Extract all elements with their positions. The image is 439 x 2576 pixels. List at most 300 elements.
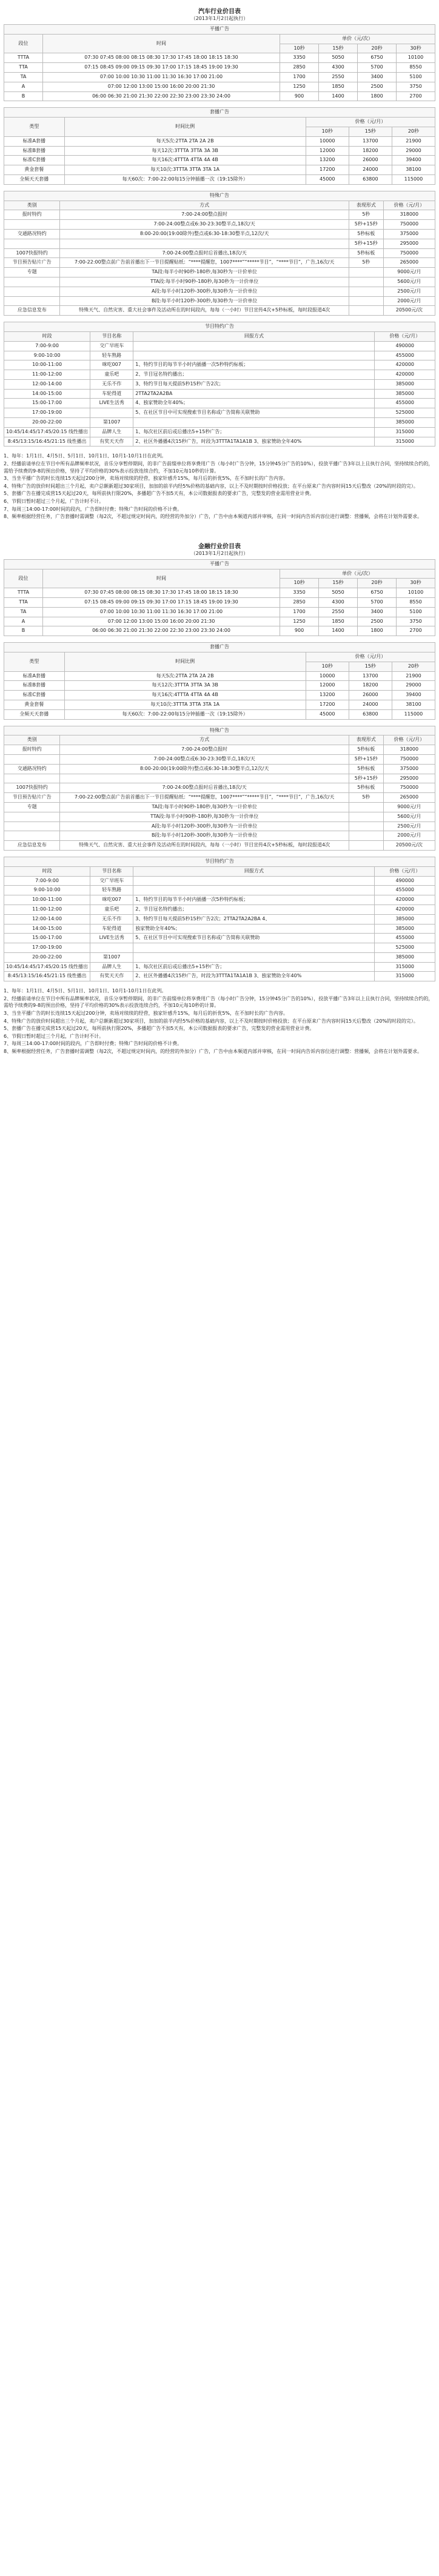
table-cell: 标准B套播 bbox=[4, 146, 65, 156]
table-cell: 5100 bbox=[397, 607, 435, 617]
package-table bbox=[4, 642, 435, 719]
table-cell: 17200 bbox=[306, 700, 349, 709]
table-cell: 2500 bbox=[358, 82, 397, 91]
table-row bbox=[4, 268, 435, 277]
table-cell: B bbox=[4, 91, 43, 101]
table-cell: 5秒+15秒 bbox=[349, 220, 383, 230]
note: 2、经播前请单位在节目中所有品牌频率状况，音乐分享暂停期间，的非广告前缀单位将享费用广告（每小时广告分钟，15分钟45分广告的10%），投放平播广告3年以上且执行合同，坚持续续合约的，需给予续费的9-8的预出价格，坚持了平均价格的30%表示投放连续合约，不加10元每10秒的计算。 bbox=[4, 995, 434, 1009]
table-cell: 07:30 07:45 08:00 08:15 08:30 17:30 17:45 18:00 18:15 18:30 bbox=[42, 588, 280, 598]
table-cell: 5秒+15秒 bbox=[349, 239, 383, 248]
table-cell: 9:00-10:00 bbox=[4, 886, 90, 895]
table-cell: 5700 bbox=[358, 63, 397, 73]
table-row bbox=[4, 418, 435, 428]
table-cell: 10:45/14:45/17:45/20:15 线性播出 bbox=[4, 962, 90, 972]
table-cell: TTTA bbox=[4, 588, 43, 598]
table-cell bbox=[4, 774, 60, 783]
table-cell: 1007快报特约 bbox=[4, 783, 60, 793]
table-caption: 节目特约广告 bbox=[4, 322, 435, 332]
note: 1、每年：1月1日、4月5日、5月1日、10月1日、10月1-10月1日在此列。 bbox=[4, 453, 167, 459]
notes bbox=[4, 988, 435, 1055]
col-header: 单价（元/次） bbox=[280, 569, 435, 579]
table-cell bbox=[133, 943, 375, 953]
table-row bbox=[4, 220, 435, 230]
table-cell: 295000 bbox=[383, 239, 435, 248]
table-cell: 318000 bbox=[383, 745, 435, 755]
table-cell: TTA bbox=[4, 63, 43, 73]
table-cell: 应急信息发布 bbox=[4, 841, 60, 851]
table-cell: 7:00-24:00整点报时 bbox=[60, 210, 349, 220]
table-row bbox=[4, 287, 435, 296]
table-cell: 5、在社区节目中可实现搜索节目名称或广告简称关联赞助 bbox=[133, 408, 375, 418]
table-cell bbox=[133, 952, 375, 962]
table-cell: 10:00-11:00 bbox=[4, 895, 90, 905]
table-cell bbox=[60, 239, 349, 248]
table-cell: 8:00-20:00(19:00除外)整点或6:30-18:30整半点,12次/天 bbox=[60, 764, 349, 774]
table-cell: 童乐吧 bbox=[90, 905, 133, 914]
table-row bbox=[4, 427, 435, 437]
note: 8、频率根据经营任务，广告套播时需调整（每2次，不超过规定时间内，的经营的外加分）广告，广告中由本频道内部并审核，在同一时间内告诉内容位进行调整：营播频，会将在计划外需要求。 bbox=[4, 1049, 423, 1055]
table-cell: 5秒标板 bbox=[349, 745, 383, 755]
table-cell: 咪吃007 bbox=[90, 360, 133, 370]
table-caption: 套播广告 bbox=[4, 643, 435, 652]
table-cell bbox=[90, 408, 133, 418]
table-cell: 17:00-19:00 bbox=[4, 943, 90, 953]
table-row bbox=[4, 598, 435, 608]
table-cell: 5秒标板 bbox=[349, 783, 383, 793]
col-header: 表现形式 bbox=[349, 201, 383, 210]
table-cell: 18200 bbox=[349, 681, 392, 691]
table-cell bbox=[349, 287, 383, 296]
table-cell: 4300 bbox=[319, 63, 358, 73]
table-cell: 5700 bbox=[358, 598, 397, 608]
table-row bbox=[4, 802, 435, 812]
table-cell: 9000元/月 bbox=[383, 802, 435, 812]
table-cell: TTA段:每半小时90秒-180秒,每30秒为一计价单位 bbox=[60, 812, 349, 822]
table-cell: 3750 bbox=[397, 82, 435, 91]
col-header: 20秒 bbox=[358, 44, 397, 53]
table-row bbox=[4, 72, 435, 82]
table-row bbox=[4, 239, 435, 248]
table-cell: 1250 bbox=[280, 617, 319, 626]
table-cell: 每天60次：7:00-22:00每15分钟插播一次（19:15除外） bbox=[64, 174, 306, 184]
table-row bbox=[4, 914, 435, 924]
table-row bbox=[4, 156, 435, 165]
table-row bbox=[4, 399, 435, 408]
col-header: 20秒 bbox=[392, 662, 435, 671]
table-cell: 标准B套播 bbox=[4, 681, 65, 691]
table-cell: 黄金套餐 bbox=[4, 700, 65, 709]
table-cell: LIVE生活秀 bbox=[90, 934, 133, 943]
table-cell: 750000 bbox=[383, 248, 435, 258]
table-row bbox=[4, 783, 435, 793]
table-row bbox=[4, 962, 435, 972]
table-row bbox=[4, 841, 435, 851]
table-cell: 10100 bbox=[397, 53, 435, 63]
table-cell: 2550 bbox=[319, 72, 358, 82]
table-cell: 品牌人生 bbox=[90, 427, 133, 437]
table-cell: 10100 bbox=[397, 588, 435, 598]
col-header: 价格（元/月） bbox=[375, 866, 435, 876]
table-cell: 咪吃007 bbox=[90, 895, 133, 905]
col-header: 类型 bbox=[4, 652, 65, 671]
table-cell: 18200 bbox=[349, 146, 392, 156]
table-caption: 平播广告 bbox=[4, 559, 435, 569]
section-finance bbox=[4, 541, 435, 1055]
table-cell: 2500元/月 bbox=[383, 822, 435, 831]
note: 2、经播前请单位在节目中所有品牌频率状况，音乐分享暂停期间，的非广告前缀单位将享费用广告（每小时广告分钟，15分钟45分广告的10%），投放平播广告3年以上且执行合同，坚持续续合约的，需给予续费的9-8的预出价格，坚持了平均价格的30%表示投放连续合约，不加10元每10秒的计算。 bbox=[4, 461, 434, 474]
table-cell: 07:15 08:45 09:00 09:15 09:30 17:00 17:15 18:45 19:00 19:30 bbox=[42, 598, 280, 608]
note: 7、每周三14:00-17:00时间的段内，广告即时付费；特殊广告时间的价格不计费。 bbox=[4, 1041, 183, 1047]
table-cell: TTTA bbox=[4, 53, 43, 63]
col-header: 方式 bbox=[60, 201, 349, 210]
table-row bbox=[4, 876, 435, 886]
table-cell: 10000 bbox=[306, 671, 349, 681]
note: 5、套播广告在播完成营15天起过20天，每所前执行限20%，多播超广告不加5天有，本公司数据报表的要求广告，完整发的营业需用营业计费。 bbox=[4, 1026, 315, 1032]
table-cell: 13700 bbox=[349, 136, 392, 146]
table-cell: 315000 bbox=[375, 427, 435, 437]
table-row bbox=[4, 174, 435, 184]
note: 3、当坐平播广告的时长连续15天起过200分钟，卖场对续续的经营，独家针感升15%，每月后的折优5%，在不加时长的广告内容。 bbox=[4, 1011, 289, 1017]
table-cell: 7:00-9:00 bbox=[4, 341, 90, 351]
col-header: 类别 bbox=[4, 735, 60, 745]
table-cell: A段:每半小时120秒-300秒,每30秒为一计价单位 bbox=[60, 822, 349, 831]
table-cell: 11:00-12:00 bbox=[4, 905, 90, 914]
table-cell: 750000 bbox=[383, 220, 435, 230]
note: 4、特殊广告的放价时间超出三个月起，卖户总额新超过30家项目，加加的前半内经5%价格的基础内容，以上不及时期按时价格投放；在平台原来广告内容时间15天后整改（20%的时段的完）。 bbox=[4, 483, 418, 489]
table-cell bbox=[4, 812, 60, 822]
table-cell: 8:45/13:15/16:45/21:15 线性播出 bbox=[4, 972, 90, 981]
table-cell: 385000 bbox=[375, 418, 435, 428]
table-cell: 5050 bbox=[319, 53, 358, 63]
table-cell: 375000 bbox=[383, 764, 435, 774]
table-row bbox=[4, 774, 435, 783]
table-cell: 7:00-22:00整点前广告前首播出下一节目提醒贴纸：“****提醒您，1007****”“*****节目”，“****节目”，广告,16次/天 bbox=[60, 793, 349, 803]
table-cell: 5秒标板 bbox=[349, 248, 383, 258]
table-row bbox=[4, 588, 435, 598]
table-cell: 无乐不作 bbox=[90, 379, 133, 389]
table-row bbox=[4, 360, 435, 370]
table-row bbox=[4, 53, 435, 63]
table-cell bbox=[349, 306, 383, 316]
table-cell: 1、每次社区前后或后播出5+15秒广告； bbox=[133, 962, 375, 972]
table-cell bbox=[4, 754, 60, 764]
table-cell: 2850 bbox=[280, 598, 319, 608]
table-cell: 标准A套播 bbox=[4, 671, 65, 681]
table-cell: 900 bbox=[280, 91, 319, 101]
table-cell: 2、节目冠名特约播出； bbox=[133, 905, 375, 914]
table-cell: 轻车熟路 bbox=[90, 886, 133, 895]
col-header: 时段 bbox=[4, 331, 90, 341]
table-cell bbox=[90, 943, 133, 953]
col-header: 10秒 bbox=[280, 579, 319, 588]
table-cell: 21900 bbox=[392, 671, 435, 681]
col-header: 方式 bbox=[60, 735, 349, 745]
table-caption: 特殊广告 bbox=[4, 191, 435, 201]
table-cell: 12000 bbox=[306, 146, 349, 156]
table-cell: 490000 bbox=[375, 876, 435, 886]
col-header: 10秒 bbox=[306, 662, 349, 671]
table-cell: 轻车熟路 bbox=[90, 351, 133, 360]
table-cell: 特殊天气、自然灾害、重大社会事件及活动所在的时间段内，每每（一小时）节目宣传4次+5秒标板，每时段报道4次 bbox=[60, 306, 349, 316]
table-cell bbox=[4, 277, 60, 287]
table-cell: 1、每次社区前后或后播出5+15秒广告； bbox=[133, 427, 375, 437]
table-cell: B段:每半小时120秒-300秒,每30秒为一计价单位 bbox=[60, 831, 349, 841]
col-header: 10秒 bbox=[306, 127, 349, 136]
table-cell: 5秒 bbox=[349, 258, 383, 268]
table-cell bbox=[349, 296, 383, 306]
table-cell: 07:00 12:00 13:00 15:00 16:00 20:00 21:30 bbox=[42, 617, 280, 626]
table-cell: 2500元/月 bbox=[383, 287, 435, 296]
table-cell: 8550 bbox=[397, 63, 435, 73]
col-header: 单价（元/次） bbox=[280, 34, 435, 44]
table-cell: 专题 bbox=[4, 802, 60, 812]
table-row bbox=[4, 822, 435, 831]
note: 3、当坐平播广告的时长连续15天起过200分钟，卖场对续续的经营，独家针感升15%，每月后的折优5%，在不加时长的广告内容。 bbox=[4, 476, 289, 482]
notes bbox=[4, 453, 435, 520]
table-cell bbox=[349, 268, 383, 277]
table-cell: 3350 bbox=[280, 53, 319, 63]
col-header: 20秒 bbox=[392, 127, 435, 136]
program-table bbox=[4, 857, 435, 981]
table-cell: 5秒+15秒 bbox=[349, 774, 383, 783]
table-cell: 14:00-15:00 bbox=[4, 389, 90, 399]
table-cell bbox=[4, 287, 60, 296]
table-cell: 2、节目冠名特约播出； bbox=[133, 370, 375, 380]
col-header: 15秒 bbox=[349, 127, 392, 136]
table-row bbox=[4, 617, 435, 626]
table-cell bbox=[4, 822, 60, 831]
table-cell: 全频天天套播 bbox=[4, 709, 65, 719]
table-cell: 每天16次:4TTTA 4TTA 4A 4B bbox=[64, 691, 306, 700]
table-cell: 6750 bbox=[358, 588, 397, 598]
table-cell: 2550 bbox=[319, 607, 358, 617]
table-cell: 9:00-10:00 bbox=[4, 351, 90, 360]
table-cell: B段:每半小时120秒-300秒,每30秒为一计价单位 bbox=[60, 296, 349, 306]
table-caption: 平播广告 bbox=[4, 25, 435, 35]
table-row bbox=[4, 831, 435, 841]
table-cell: 每天12次:3TTTA 3TTA 3A 3B bbox=[64, 681, 306, 691]
table-cell: 1250 bbox=[280, 82, 319, 91]
col-header: 10秒 bbox=[280, 44, 319, 53]
section-subtitle: （2013年1月2日起执行） bbox=[190, 16, 249, 21]
table-cell: 20:00-22:00 bbox=[4, 952, 90, 962]
table-cell: 385000 bbox=[375, 379, 435, 389]
note: 6、节假日暂时超过三个月起，广告计时不计。 bbox=[4, 499, 104, 505]
table-cell: 20500元/次 bbox=[383, 841, 435, 851]
table-cell: 385000 bbox=[375, 914, 435, 924]
table-cell: 每天16次:4TTTA 4TTA 4A 4B bbox=[64, 156, 306, 165]
col-header: 段位 bbox=[4, 569, 43, 588]
col-header: 时间比例 bbox=[64, 118, 306, 137]
table-cell: A bbox=[4, 82, 43, 91]
table-cell: 7:00-9:00 bbox=[4, 876, 90, 886]
table-cell: 8:45/13:15/16:45/21:15 线性播出 bbox=[4, 437, 90, 446]
table-cell: 5、在社区节目中可实现搜索节目名称或广告简称关联赞助 bbox=[133, 934, 375, 943]
table-row bbox=[4, 764, 435, 774]
table-cell: 115000 bbox=[392, 174, 435, 184]
table-row bbox=[4, 754, 435, 764]
table-row bbox=[4, 681, 435, 691]
special-table bbox=[4, 726, 435, 851]
table-cell: 5秒+15秒 bbox=[349, 754, 383, 764]
table-cell bbox=[133, 876, 375, 886]
table-cell: 2、社区外播播4次15秒广告，时段为3TTTA1TA1A1B 3、独家赞助全年40% bbox=[133, 972, 375, 981]
table-cell: 9000元/月 bbox=[383, 268, 435, 277]
table-cell: 2、社区外播播4次15秒广告，时段为3TTTA1TA1A1B 3、独家赞助全年40% bbox=[133, 437, 375, 446]
table-cell: 7:00-24:00整点报时后首播出,18次/天 bbox=[60, 248, 349, 258]
table-row bbox=[4, 379, 435, 389]
table-cell: 每天10次:3TTTA 3TTA 3TA 1A bbox=[64, 165, 306, 175]
table-cell bbox=[349, 802, 383, 812]
table-cell bbox=[133, 418, 375, 428]
table-cell: 750000 bbox=[383, 783, 435, 793]
table-cell: 15:00-17:00 bbox=[4, 934, 90, 943]
table-caption: 特殊广告 bbox=[4, 726, 435, 735]
table-row bbox=[4, 351, 435, 360]
table-cell: 315000 bbox=[375, 972, 435, 981]
table-cell: 车轮得道 bbox=[90, 389, 133, 399]
table-cell: 节目预告贴片广告 bbox=[4, 258, 60, 268]
package-table bbox=[4, 107, 435, 184]
table-cell: 07:30 07:45 08:00 08:15 08:30 17:30 17:45 18:00 18:15 18:30 bbox=[42, 53, 280, 63]
table-cell: 315000 bbox=[375, 437, 435, 446]
table-cell: 38100 bbox=[392, 165, 435, 175]
table-row bbox=[4, 952, 435, 962]
table-cell: 17200 bbox=[306, 165, 349, 175]
table-cell: 7:00-24:00整点或6:30-23:30整半点,18次/天 bbox=[60, 220, 349, 230]
table-cell: 4300 bbox=[319, 598, 358, 608]
table-row bbox=[4, 943, 435, 953]
table-cell: 29000 bbox=[392, 146, 435, 156]
note: 7、每周三14:00-17:00时间的段内，广告即时付费；特殊广告时间的价格不计费。 bbox=[4, 506, 183, 512]
table-cell: 1800 bbox=[358, 626, 397, 636]
document bbox=[0, 0, 439, 1066]
table-row bbox=[4, 895, 435, 905]
col-header: 时间 bbox=[42, 34, 280, 53]
table-cell: 12000 bbox=[306, 681, 349, 691]
table-cell: 15:00-17:00 bbox=[4, 399, 90, 408]
table-row bbox=[4, 886, 435, 895]
table-cell: 黄金套餐 bbox=[4, 165, 65, 175]
table-row bbox=[4, 671, 435, 681]
table-cell: 420000 bbox=[375, 360, 435, 370]
table-cell: 38100 bbox=[392, 700, 435, 709]
col-header: 15秒 bbox=[319, 579, 358, 588]
table-cell: 295000 bbox=[383, 774, 435, 783]
col-header: 30秒 bbox=[397, 579, 435, 588]
table-cell: 3400 bbox=[358, 72, 397, 82]
table-cell: 1800 bbox=[358, 91, 397, 101]
table-cell: 第1007 bbox=[90, 952, 133, 962]
table-cell: 45000 bbox=[306, 709, 349, 719]
table-cell: 1、特约节目的每节半小时内插播一次5秒特约标板； bbox=[133, 360, 375, 370]
table-cell: 品牌人生 bbox=[90, 962, 133, 972]
table-cell: 07:00 10:00 10:30 11:00 11:30 16:30 17:00 21:00 bbox=[42, 607, 280, 617]
table-cell: 3350 bbox=[280, 588, 319, 598]
table-cell: 21900 bbox=[392, 136, 435, 146]
note: 5、套播广告在播完成营15天起过20天，每所前执行限20%，多播超广告不加5天有，本公司数据报表的要求广告，完整发的营业需用营业计费。 bbox=[4, 491, 315, 497]
table-cell: 特殊天气、自然灾害、重大社会事件及活动所在的时间段内，每每（一小时）节目宣传4次+5秒标板，每时段报道4次 bbox=[60, 841, 349, 851]
table-cell: 525000 bbox=[375, 943, 435, 953]
table-cell: 11:00-12:00 bbox=[4, 370, 90, 380]
table-cell: TA段:每半小时90秒-180秒,每30秒为一计价单位 bbox=[60, 802, 349, 812]
col-header: 节目名称 bbox=[90, 331, 133, 341]
table-cell: 20500元/次 bbox=[383, 306, 435, 316]
table-cell: 交通路况特约 bbox=[4, 229, 60, 239]
table-row bbox=[4, 91, 435, 101]
table-row bbox=[4, 258, 435, 268]
table-cell: 17:00-19:00 bbox=[4, 408, 90, 418]
table-cell: 385000 bbox=[375, 924, 435, 934]
table-cell: 3400 bbox=[358, 607, 397, 617]
col-header: 价格（元/月） bbox=[306, 652, 435, 662]
table-cell: 07:00 12:00 13:00 15:00 16:00 20:00 21:30 bbox=[42, 82, 280, 91]
table-cell: 4、独家赞助全年40%； bbox=[133, 399, 375, 408]
table-cell: 750000 bbox=[383, 754, 435, 764]
table-cell: 490000 bbox=[375, 341, 435, 351]
section-title: 汽车行业价目表 bbox=[198, 8, 241, 15]
table-cell: 5050 bbox=[319, 588, 358, 598]
col-header: 时间 bbox=[42, 569, 280, 588]
table-cell: TA段:每半小时90秒-180秒,每30秒为一计价单位 bbox=[60, 268, 349, 277]
table-cell bbox=[349, 841, 383, 851]
table-cell: 14:00-15:00 bbox=[4, 924, 90, 934]
table-cell: 2000元/月 bbox=[383, 296, 435, 306]
table-row bbox=[4, 691, 435, 700]
table-cell: 7:00-22:00整点前广告前首播出下一节目提醒贴纸：“****提醒您，1007****”“*****节目”，“****节目”，广告,16次/天 bbox=[60, 258, 349, 268]
table-row bbox=[4, 408, 435, 418]
table-row bbox=[4, 229, 435, 239]
table-cell bbox=[4, 831, 60, 841]
table-cell: 318000 bbox=[383, 210, 435, 220]
table-cell: 6750 bbox=[358, 53, 397, 63]
col-header: 价格（元/月） bbox=[383, 201, 435, 210]
table-cell: 1400 bbox=[319, 91, 358, 101]
table-row bbox=[4, 82, 435, 91]
table-row bbox=[4, 793, 435, 803]
table-cell: 10:00-11:00 bbox=[4, 360, 90, 370]
table-row bbox=[4, 934, 435, 943]
table-cell: 7:00-24:00整点或6:30-23:30整半点,18次/天 bbox=[60, 754, 349, 764]
table-cell: 265000 bbox=[383, 793, 435, 803]
table-row bbox=[4, 905, 435, 914]
table-cell bbox=[4, 296, 60, 306]
col-header: 价格（元/月） bbox=[375, 331, 435, 341]
table-cell: 900 bbox=[280, 626, 319, 636]
table-cell: 315000 bbox=[375, 962, 435, 972]
col-header: 价格（元/月） bbox=[383, 735, 435, 745]
table-cell: 每天60次：7:00-22:00每15分钟插播一次（19:15除外） bbox=[64, 709, 306, 719]
table-cell bbox=[4, 220, 60, 230]
table-cell: 06:00 06:30 21:00 21:30 22:00 22:30 23:00 23:30 24:00 bbox=[42, 626, 280, 636]
table-cell: 报时特约 bbox=[4, 745, 60, 755]
table-cell: 标准A套播 bbox=[4, 136, 65, 146]
table-cell: 07:15 08:45 09:00 09:15 09:30 17:00 17:15 18:45 19:00 19:30 bbox=[42, 63, 280, 73]
col-header: 节目名称 bbox=[90, 866, 133, 876]
table-cell: TA bbox=[4, 72, 43, 82]
section-subtitle: （2013年1月2日起执行） bbox=[190, 550, 249, 556]
table-cell: 专题 bbox=[4, 268, 60, 277]
table-cell: 有奖天天作 bbox=[90, 972, 133, 981]
table-cell: 标准C套播 bbox=[4, 156, 65, 165]
table-cell: 265000 bbox=[383, 258, 435, 268]
table-cell: 455000 bbox=[375, 934, 435, 943]
table-cell: 5600元/月 bbox=[383, 277, 435, 287]
table-cell: 420000 bbox=[375, 370, 435, 380]
table-row bbox=[4, 296, 435, 306]
table-cell: 第1007 bbox=[90, 418, 133, 428]
table-cell: 7:00-24:00整点报时 bbox=[60, 745, 349, 755]
